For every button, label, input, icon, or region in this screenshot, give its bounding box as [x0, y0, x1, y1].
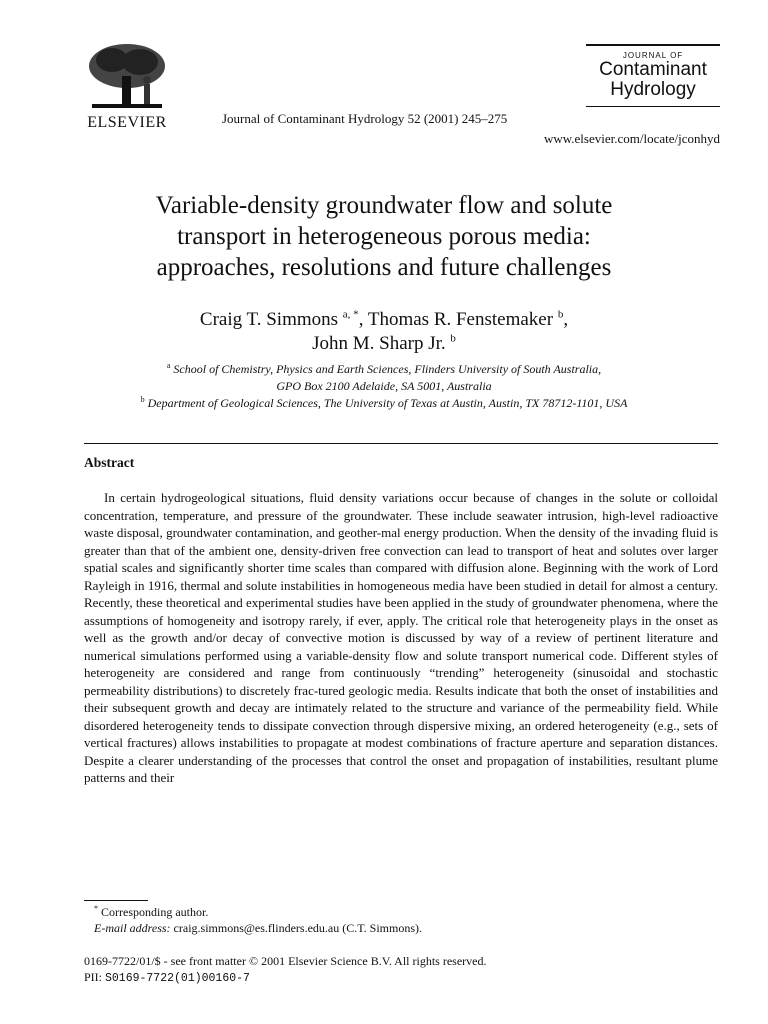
author-affiliation-mark: a, *	[342, 308, 359, 321]
journal-logo-line3: Hydrology	[610, 79, 696, 100]
journal-logo-line1: JOURNAL OF	[622, 51, 684, 60]
affiliation-mark: b	[140, 395, 145, 404]
footnote-mark: *	[94, 904, 98, 913]
journal-logo-line2: Contaminant	[599, 59, 707, 80]
affiliation-mark: a	[166, 361, 171, 370]
author-name: John M. Sharp Jr.	[312, 333, 446, 354]
title-line: approaches, resolutions and future challenges	[156, 254, 612, 281]
journal-url[interactable]: www.elsevier.com/locate/jconhyd	[543, 131, 720, 146]
author-separator: ,	[563, 309, 569, 330]
elsevier-tree-icon	[82, 40, 172, 112]
footnote-corresponding: Corresponding author.	[101, 905, 209, 919]
footnote-email-label: E-mail address:	[94, 921, 171, 935]
section-divider	[84, 443, 718, 444]
author-affiliation-mark: b	[450, 332, 456, 345]
author-list	[84, 308, 684, 356]
author-separator: ,	[358, 309, 368, 330]
front-matter	[84, 953, 486, 987]
journal-citation: Journal of Contaminant Hydrology 52 (2001) 245–275	[222, 111, 508, 126]
footnote-email[interactable]: craig.simmons@es.flinders.edu.au (C.T. Simmons).	[173, 921, 423, 935]
footnote-rule	[84, 900, 148, 901]
author-affiliation-mark: b	[557, 308, 564, 321]
journal-logo-rule	[586, 44, 720, 46]
author-name: Thomas R. Fenstemaker	[367, 309, 554, 330]
affiliation-text: GPO Box 2100 Adelaide, SA 5001, Australia	[276, 379, 492, 393]
title-line: Variable-density groundwater flow and solute	[155, 192, 613, 219]
copyright-line: 0169-7722/01/$ - see front matter © 2001 Elsevier Science B.V. All rights reserved.	[84, 954, 487, 968]
elsevier-logo	[82, 40, 172, 132]
abstract-text: In certain hydrogeological situations, fluid density variations occur because of changes in the solute or colloidal concentration, temperature, and pressure of the groundwater. These include seawater intrusion, high-level radioactive waste disposal, groundwater contamination, and geother-mal energy production. When the density of the invading fluid is greater than that of the ambient one, density-driven free convection can lead to transport of heat and solutes over larger spatial scales and significantly shorter time scales than compared with diffusion alone. Beginning with the work of Lord Rayleigh in 1916, thermal and solute instabilities in homogeneous media have been studied in detail for almost a century. Recently, these theoretical and experimental studies have been applied in the study of groundwater phenomena, where the assumptions of homogeneity and isotropy rarely, if ever, apply. The critical role that heterogeneity plays in the onset as well as the growth and/or decay of convective motion is discussed by way of a review of pertinent literature and numerical simulations performed using a variable-density flow and solute transport numerical code. Different styles of heterogeneity are considered and range from continuously “trending” heterogeneity (sinusoidal and stochastic permeability distributions) to discretely frac-tured geologic media. Results indicate that both the onset of instabilities and their subsequent growth and decay are intimately related to the structure and variance of the permeability field. While disordered heterogeneity tends to dissipate convection through dispersive mixing, an ordered heterogeneity (e.g., sets of vertical fractures) allows instabilities to propagate at modest combinations of fracture aperture and separation distances. Despite a clearer understanding of the processes that control the onset and propagation of instabilities, resultant plume patterns and their	[84, 490, 718, 785]
journal-logo-rule-bottom	[586, 106, 720, 107]
abstract-heading: Abstract	[84, 455, 135, 470]
pii-label: PII:	[84, 970, 102, 984]
publisher-name: ELSEVIER	[87, 114, 167, 131]
affiliation-text: Department of Geological Sciences, The University of Texas at Austin, Austin, TX 78712-1101, USA	[147, 396, 628, 410]
journal-logo	[586, 44, 720, 107]
author-name: Craig T. Simmons	[199, 309, 339, 330]
affiliation-a	[64, 361, 704, 395]
footnote	[94, 904, 422, 936]
article-title	[84, 190, 684, 283]
pii-value: S0169-7722(01)00160-7	[105, 972, 250, 985]
affiliation-b	[64, 395, 704, 412]
title-line: transport in heterogeneous porous media:	[177, 223, 591, 250]
affiliation-text: School of Chemistry, Physics and Earth Sciences, Flinders University of South Australia,	[173, 362, 602, 376]
